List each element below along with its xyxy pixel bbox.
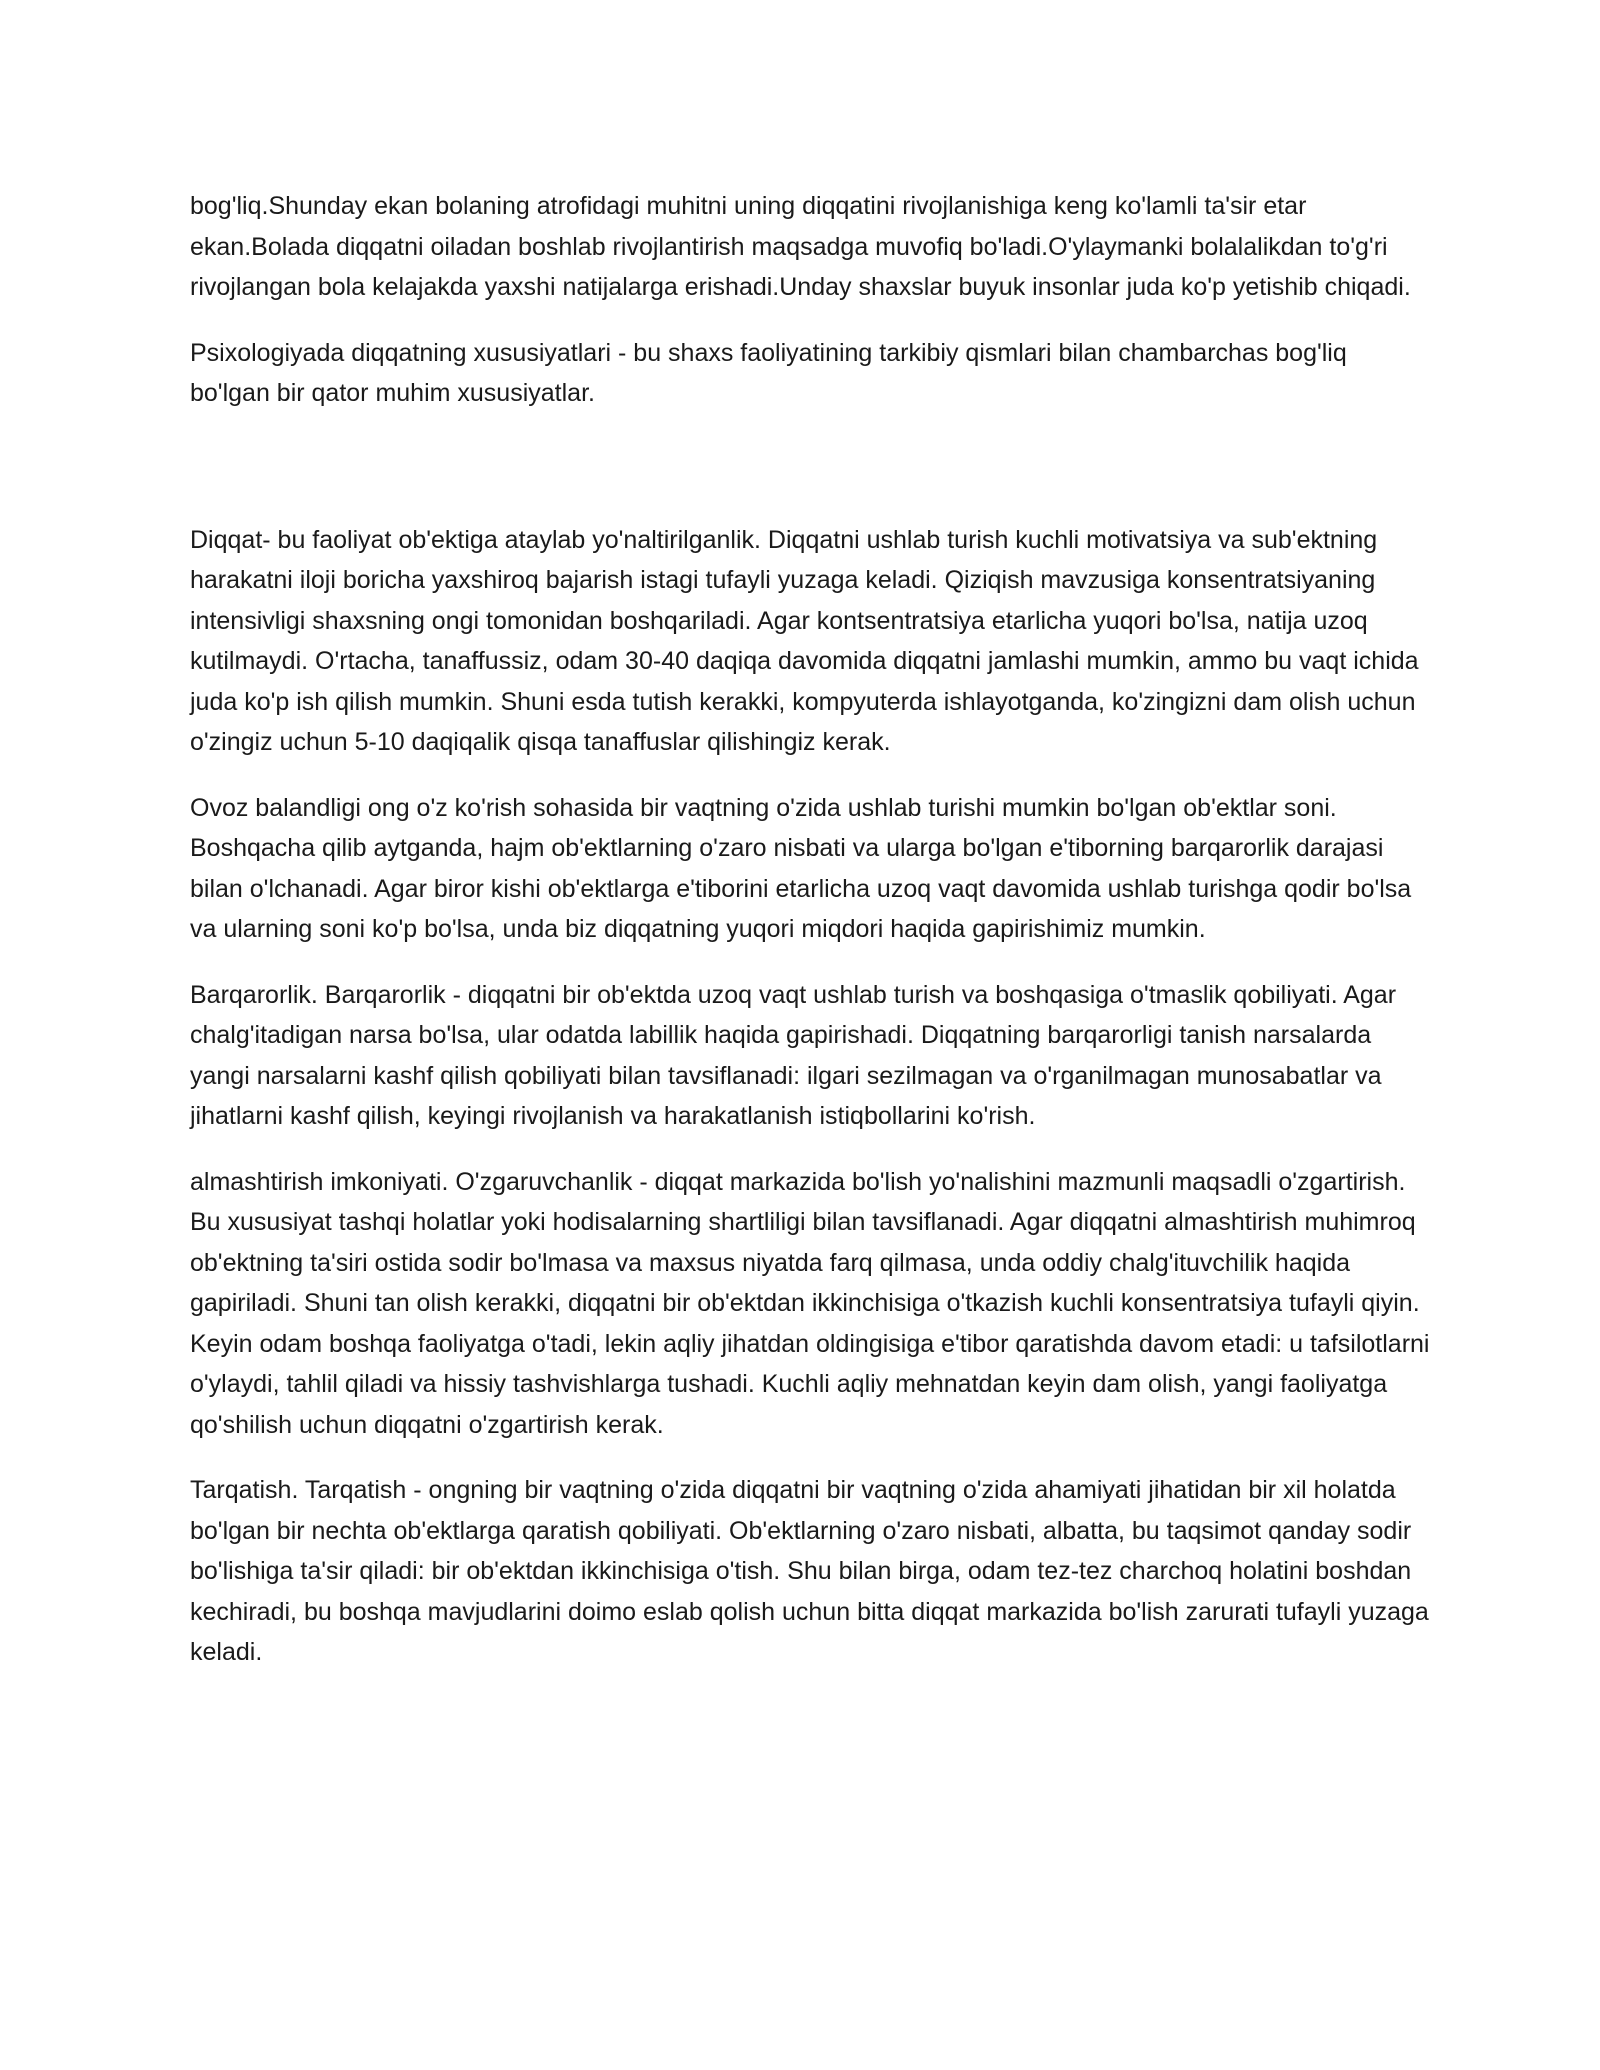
paragraph-intro: bog'liq.Shunday ekan bolaning atrofidagi muhitni uning diqqatini rivojlanishiga keng ko'lamli ta'sir etar ekan.Bolada diqqatni oiladan boshlab rivojlantirish maqsadga muvofiq bo'ladi.O'ylaymanki bolalalikdan to'g'ri rivojlangan bola kelajakda yaxshi natijalarga erishadi.Unday shaxslar buyuk insonlar juda ko'p yetishib chiqadi. (190, 192, 1411, 301)
paragraph-volume: Ovoz balandligi ong o'z ko'rish sohasida bir vaqtning o'zida ushlab turishi mumkin bo'lgan ob'ektlar soni. Boshqacha qilib aytganda, hajm ob'ektlarning o'zaro nisbati va ularga bo'lgan e'tiborning barqarorlik darajasi bilan o'lchanadi. Agar biror kishi ob'ektlarga e'tiborini etarlicha uzoq vaqt davomida ushlab turishga qodir bo'lsa va ularning soni ko'p bo'lsa, unda biz diqqatning yuqori miqdori haqida gapirishimiz mumkin. (190, 793, 1412, 943)
document-body (190, 186, 1430, 1698)
paragraph-attention: Diqqat- bu faoliyat ob'ektiga ataylab yo'naltirilganlik. Diqqatni ushlab turish kuchli motivatsiya va sub'ektning harakatni iloji boricha yaxshiroq bajarish istagi tufayli yuzaga keladi. Qiziqish mavzusiga konsentratsiyaning intensivligi shaxsning ongi tomonidan boshqariladi. Agar kontsentratsiya etarlicha yuqori bo'lsa, natija uzoq kutilmaydi. O'rtacha, tanaffussiz, odam 30-40 daqiqa davomida diqqatni jamlashi mumkin, ammo bu vaqt ichida juda ko'p ish qilish mumkin. Shuni esda tutish kerakki, kompyuterda ishlayotganda, ko'zingizni dam olish uchun o'zingiz uchun 5-10 daqiqalik qisqa tanaffuslar qilishingiz kerak. (190, 525, 1419, 756)
paragraph-switching: almashtirish imkoniyati. O'zgaruvchanlik - diqqat markazida bo'lish yo'nalishini mazmunli maqsadli o'zgartirish. Bu xususiyat tashqi holatlar yoki hodisalarning shartliligi bilan tavsiflanadi. Agar diqqatni almashtirish muhimroq ob'ektning ta'siri ostida sodir bo'lmasa va maxsus niyatda farq qilmasa, unda oddiy chalg'ituvchilik haqida gapiriladi. Shuni tan olish kerakki, diqqatni bir ob'ektdan ikkinchisiga o'tkazish kuchli konsentratsiya tufayli qiyin. Keyin odam boshqa faoliyatga o'tadi, lekin aqliy jihatdan oldingisiga e'tibor qaratishda davom etadi: u tafsilotlarni o'ylaydi, tahlil qiladi va hissiy tashvishlarga tushadi. Kuchli aqliy mehnatdan keyin dam olish, yangi faoliyatga qo'shilish uchun diqqatni o'zgartirish kerak. (190, 1167, 1430, 1439)
paragraph-stability: Barqarorlik. Barqarorlik - diqqatni bir ob'ektda uzoq vaqt ushlab turish va boshqasiga o'tmaslik qobiliyati. Agar chalg'itadigan narsa bo'lsa, ular odatda labillik haqida gapirishadi. Diqqatning barqarorligi tanish narsalarda yangi narsalarni kashf qilish qobiliyati bilan tavsiflanadi: ilgari sezilmagan va o'rganilmagan munosabatlar va jihatlarni kashf qilish, keyingi rivojlanish va harakatlanish istiqbollarini ko'rish. (190, 980, 1397, 1130)
paragraph-properties: Psixologiyada diqqatning xususiyatlari - bu shaxs faoliyatining tarkibiy qismlari bilan chambarchas bog'liq bo'lgan bir qator muhim xususiyatlar. (190, 338, 1347, 407)
paragraph-distribution: Tarqatish. Tarqatish - ongning bir vaqtning o'zida diqqatni bir vaqtning o'zida ahamiyati jihatidan bir xil holatda bo'lgan bir nechta ob'ektlarga qaratish qobiliyati. Ob'ektlarning o'zaro nisbati, albatta, bu taqsimot qanday sodir bo'lishiga ta'sir qiladi: bir ob'ektdan ikkinchisiga o'tish. Shu bilan birga, odam tez-tez charchoq holatini boshdan kechiradi, bu boshqa mavjudlarini doimo eslab qolish uchun bitta diqqat markazida bo'lish zarurati tufayli yuzaga keladi. (190, 1476, 1429, 1666)
